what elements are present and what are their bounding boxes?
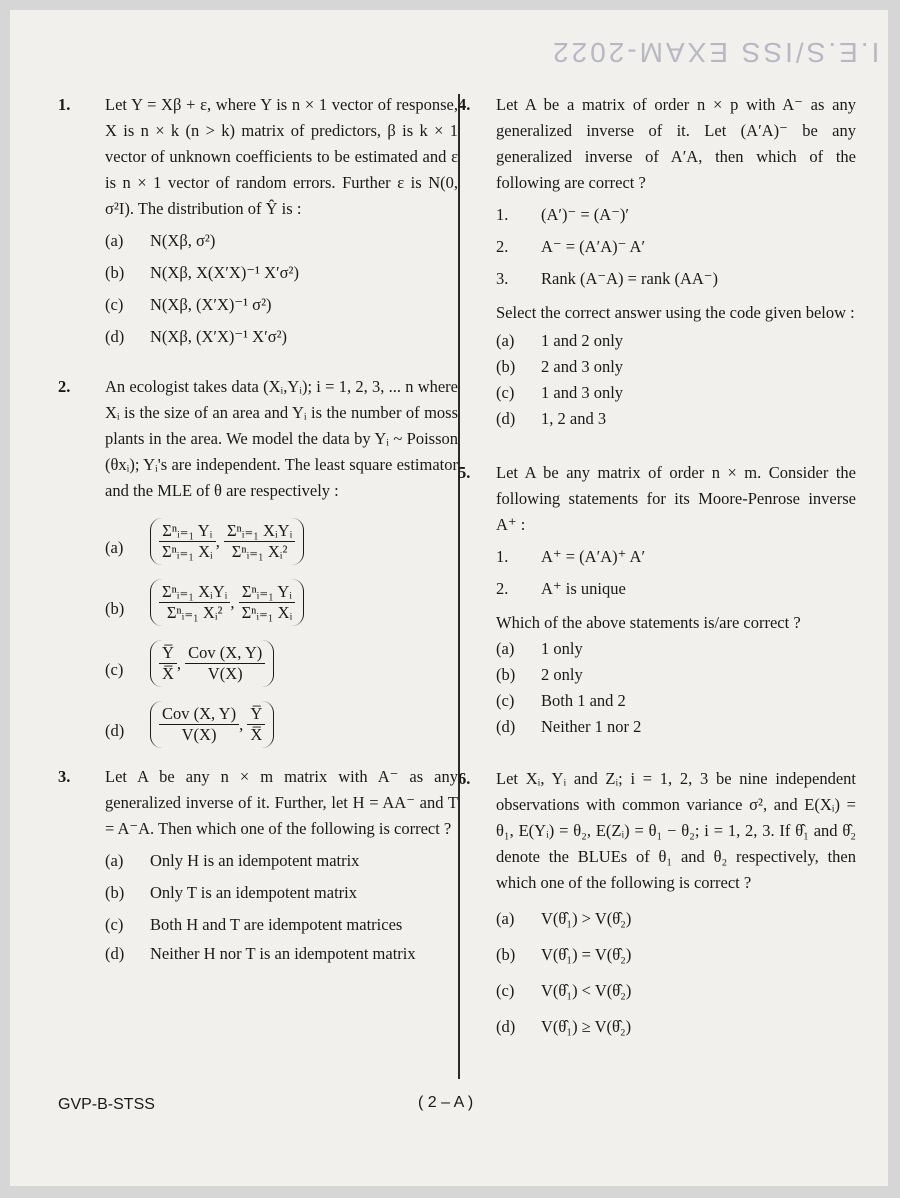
question-text: Let A be any n × m matrix with A⁻ as any generalized inverse of it. Further, let H = AA⁻ and T = A⁻A. Then which one of the following is correct ? xyxy=(105,767,458,838)
option: (b) $\frac{\text{Σⁿᵢ₌₁ XᵢYᵢ}}{\text{Σⁿᵢ₌₁ Xᵢ²}}$ , $\frac{\text{Σⁿᵢ₌₁ Yᵢ}}{\text{Σⁿᵢ₌₁ Xᵢ}}$ xyxy=(105,579,458,626)
option: (b) Only T is an idempotent matrix xyxy=(105,883,357,902)
statement: 1. A⁺ = (A′A)⁺ A′ xyxy=(496,547,646,566)
question-number: 2. xyxy=(58,377,71,396)
statement: 2. A⁻ = (A′A)⁻ A′ xyxy=(496,237,646,256)
instruction-text: Which of the above statements is/are correct ? xyxy=(496,613,801,632)
option: (b) N(Xβ, X(X′X)⁻¹ X′σ²) xyxy=(105,263,299,282)
question-text: Let A be a matrix of order n × p with A⁻ as any generalized inverse of it. Let (A′A)⁻ be any generalized inverse of A′A, then which of the following are correct ? xyxy=(496,95,856,192)
option: (c) $\frac{Y̅}{X̅}$ , $\frac{\text{Cov (X, Y)}}{V(X)}$ xyxy=(105,640,458,687)
option: (a) $\frac{\text{Σⁿᵢ₌₁ Yᵢ}}{\text{Σⁿᵢ₌₁ Xᵢ}}$ , $\frac{\text{Σⁿᵢ₌₁ XᵢYᵢ}}{\text{Σⁿᵢ₌₁ Xᵢ²}}$ xyxy=(105,518,458,565)
option: (c) Both H and T are idempotent matrices xyxy=(105,915,403,934)
option: (b) 2 only xyxy=(496,665,583,684)
statement: 1. (A′)⁻ = (A⁻)′ xyxy=(496,205,630,224)
option: (d) Neither H nor T is an idempotent matrix xyxy=(105,944,416,963)
option: (c) N(Xβ, (X′X)⁻¹ σ²) xyxy=(105,295,272,314)
option: (d) N(Xβ, (X′X)⁻¹ X′σ²) xyxy=(105,327,288,346)
option: (d) V(θ̂₁) ≥ V(θ̂₂) xyxy=(496,1017,632,1036)
question-number: 6. xyxy=(458,769,471,788)
exam-page xyxy=(10,10,888,1186)
statement: 2. A⁺ is unique xyxy=(496,579,626,598)
left-column xyxy=(58,92,458,964)
question-number: 1. xyxy=(58,95,71,114)
paper-code: GVP-B-STSS xyxy=(58,1096,155,1113)
option: (a) N(Xβ, σ²) xyxy=(105,231,216,250)
option: (c) V(θ̂₁) < V(θ̂₂) xyxy=(496,981,632,1000)
option: (c) 1 and 3 only xyxy=(496,383,624,402)
question-number: 5. xyxy=(458,463,471,482)
question-5 xyxy=(458,460,856,740)
question-number: 4. xyxy=(458,95,471,114)
question-6 xyxy=(458,766,856,1040)
question-text: Let Y = Xβ + ε, where Y is n × 1 vector of response, X is n × k (n > k) matrix of predictors, β is k × 1 vector of unknown coefficients to be estimated and ε is n × 1 vector of random errors. Further ε is N(0, σ²I). The distribution of Ŷ is : xyxy=(105,95,458,218)
question-4 xyxy=(458,92,856,432)
bleed-through-header: I.E.S/ISS EXAM-2022 xyxy=(550,37,880,68)
question-3 xyxy=(58,764,458,964)
question-text: An ecologist takes data (Xᵢ,Yᵢ); i = 1, 2, 3, ... n where Xᵢ is the size of an area and Yᵢ is the number of moss plants in the area. We model the data by Yᵢ ~ Poisson (θxᵢ); Yᵢ's are independent. The least square estimator and the MLE of θ are respectively : xyxy=(105,377,458,500)
page-number: ( 2 – A ) xyxy=(418,1094,474,1111)
instruction-text: Select the correct answer using the code given below : xyxy=(496,303,855,322)
question-1 xyxy=(58,92,458,350)
option: (a) Only H is an idempotent matrix xyxy=(105,851,360,870)
statement: 3. Rank (A⁻A) = rank (AA⁻) xyxy=(496,269,719,288)
question-number: 3. xyxy=(58,767,71,786)
option: (b) 2 and 3 only xyxy=(496,357,624,376)
option: (a) 1 and 2 only xyxy=(496,331,624,350)
column-divider xyxy=(458,94,460,1079)
option: (a) 1 only xyxy=(496,639,583,658)
option: (d) 1, 2 and 3 xyxy=(496,409,607,428)
option: (d) Neither 1 nor 2 xyxy=(496,717,642,736)
question-text: Let A be any matrix of order n × m. Consider the following statements for its Moore-Penrose inverse A⁺ : xyxy=(496,463,856,534)
option: (c) Both 1 and 2 xyxy=(496,691,626,710)
right-column xyxy=(458,92,856,1040)
question-2 xyxy=(58,374,458,748)
option: (a) V(θ̂₁) > V(θ̂₂) xyxy=(496,909,632,928)
option: (d) $\frac{\text{Cov (X, Y)}}{V(X)}$ , $\frac{Y̅}{X̅}$ xyxy=(105,701,458,748)
option: (b) V(θ̂₁) = V(θ̂₂) xyxy=(496,945,632,964)
question-text: Let Xᵢ, Yᵢ and Zᵢ; i = 1, 2, 3 be nine independent observations with common variance σ², and E(Xᵢ) = θ₁, E(Yᵢ) = θ₂, E(Zᵢ) = θ₁ − θ₂; i = 1, 2, 3. If θ̂₁ and θ̂₂ denote the BLUEs of θ₁ and θ₂ respectively, then which one of the following is correct ? xyxy=(496,769,856,892)
